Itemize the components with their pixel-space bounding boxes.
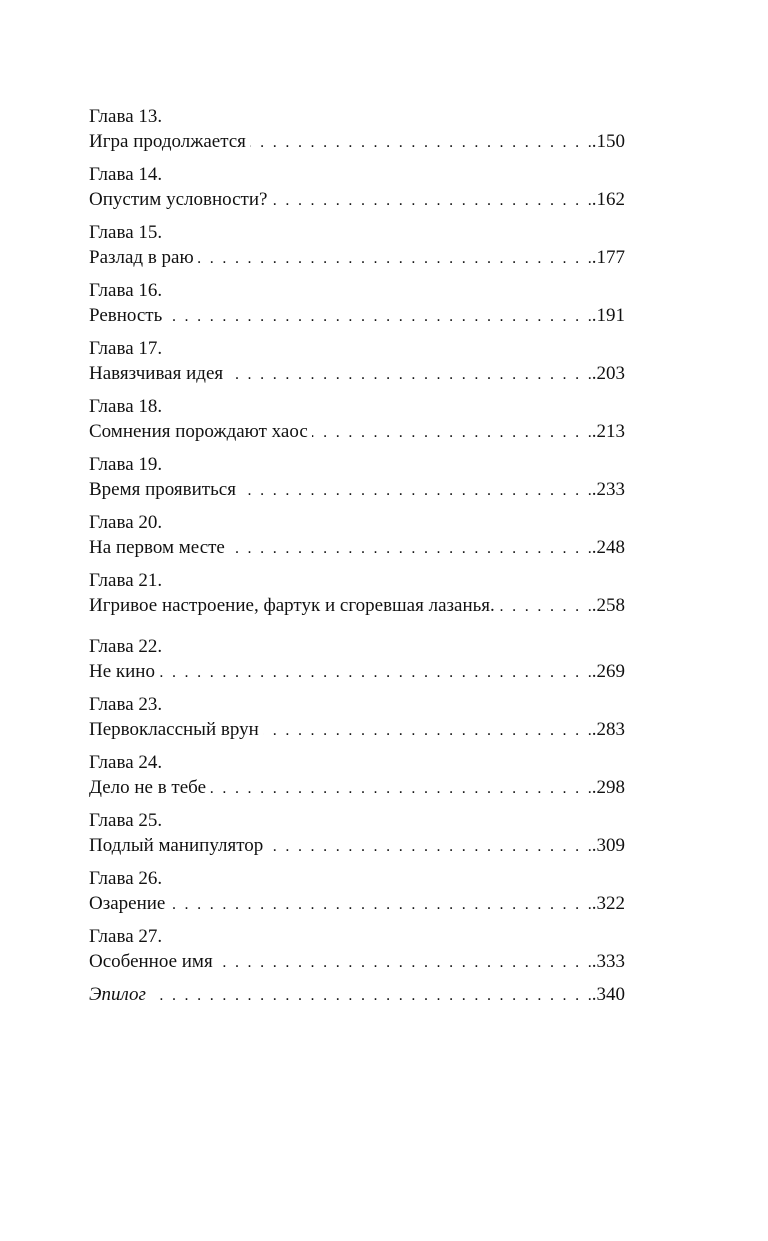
dot-leader	[210, 776, 592, 801]
chapter-label: Глава 26.	[89, 868, 163, 889]
toc-entry-chapter-27	[89, 924, 625, 974]
chapter-title-row	[89, 659, 625, 684]
chapter-title: Озарение	[89, 893, 166, 914]
chapter-label: Глава 20.	[89, 512, 163, 533]
chapter-title: Игра продолжается	[89, 131, 246, 152]
toc-entry-chapter-18	[89, 394, 625, 444]
toc-entry-chapter-17	[89, 336, 625, 386]
chapter-title: Опустим условности?	[89, 189, 268, 210]
page-number: .298	[591, 777, 625, 798]
dot-leader	[159, 660, 592, 685]
dot-leader	[227, 362, 592, 387]
toc-entry-chapter-23	[89, 692, 625, 742]
dot-leader	[267, 834, 591, 859]
chapter-title-row	[89, 593, 625, 618]
chapter-label: Глава 24.	[89, 752, 163, 773]
chapter-label: Глава 18.	[89, 396, 163, 417]
page-number: .162	[591, 189, 625, 210]
dot-leader	[169, 892, 591, 917]
toc-entry-chapter-25	[89, 808, 625, 858]
dot-leader	[150, 983, 592, 1008]
page-number: .150	[591, 131, 625, 152]
chapter-label: Глава 25.	[89, 810, 163, 831]
chapter-label: Глава 15.	[89, 222, 163, 243]
toc-entry-epilog	[89, 982, 625, 1007]
dot-leader	[198, 246, 592, 271]
chapter-label: Глава 21.	[89, 570, 163, 591]
dot-leader	[263, 718, 592, 743]
dot-leader	[217, 950, 592, 975]
chapter-title: Навязчивая идея	[89, 363, 224, 384]
page-number: .258	[591, 595, 625, 616]
chapter-title: Разлад в раю	[89, 247, 194, 268]
chapter-title: Сомнения порождают хаос	[89, 421, 308, 442]
page-number: .322	[591, 893, 625, 914]
dot-leader	[166, 304, 591, 329]
page-number: .309	[591, 835, 625, 856]
epilog-title: Эпилог	[89, 984, 146, 1005]
toc-entry-chapter-15	[89, 220, 625, 270]
toc-entry-chapter-26	[89, 866, 625, 916]
page-number: .248	[591, 537, 625, 558]
table-of-contents	[89, 104, 625, 1007]
dot-leader	[499, 594, 592, 619]
chapter-title: Первоклассный врун	[89, 719, 259, 740]
chapter-title: Дело не в тебе	[89, 777, 207, 798]
page-number: .233	[591, 479, 625, 500]
dot-leader	[271, 188, 591, 213]
chapter-label: Глава 23.	[89, 694, 163, 715]
chapter-label: Глава 14.	[89, 164, 163, 185]
page-number: .191	[591, 305, 625, 326]
page-number: .269	[591, 661, 625, 682]
epilog-title-row	[89, 982, 625, 1007]
toc-entry-chapter-14	[89, 162, 625, 212]
chapter-title-row	[89, 245, 625, 270]
chapter-title-row	[89, 717, 625, 742]
chapter-title-row	[89, 303, 625, 328]
dot-leader	[312, 420, 592, 445]
chapter-title-row	[89, 129, 625, 154]
chapter-label: Глава 22.	[89, 636, 163, 657]
chapter-title: Игривое настроение, фартук и сгоревшая лазанья.	[89, 595, 495, 616]
chapter-label: Глава 13.	[89, 106, 163, 127]
chapter-title: Особенное имя	[89, 951, 213, 972]
page-number: .340	[591, 984, 625, 1005]
chapter-title: Подлый манипулятор	[89, 835, 264, 856]
dot-leader	[240, 478, 592, 503]
chapter-title: Не кино	[89, 661, 155, 682]
chapter-label: Глава 16.	[89, 280, 163, 301]
chapter-title: На первом месте	[89, 537, 225, 558]
chapter-title-row	[89, 775, 625, 800]
chapter-title-row	[89, 187, 625, 212]
toc-entry-chapter-24	[89, 750, 625, 800]
chapter-title-row	[89, 361, 625, 386]
toc-entry-chapter-20	[89, 510, 625, 560]
chapter-title-row	[89, 949, 625, 974]
chapter-title-row	[89, 419, 625, 444]
toc-entry-chapter-19	[89, 452, 625, 502]
chapter-title: Время проявиться	[89, 479, 236, 500]
chapter-label: Глава 19.	[89, 454, 163, 475]
chapter-label: Глава 17.	[89, 338, 163, 359]
toc-entry-chapter-22	[89, 634, 625, 684]
chapter-title-row	[89, 833, 625, 858]
page-number: .213	[591, 421, 625, 442]
page-number: .177	[591, 247, 625, 268]
toc-entry-chapter-13	[89, 104, 625, 154]
page-number: .333	[591, 951, 625, 972]
dot-leader	[250, 130, 592, 155]
chapter-title-row	[89, 891, 625, 916]
chapter-title: Ревность	[89, 305, 163, 326]
page-number: .283	[591, 719, 625, 740]
chapter-title-row	[89, 477, 625, 502]
chapter-title-row	[89, 535, 625, 560]
toc-entry-chapter-16	[89, 278, 625, 328]
page-number: .203	[591, 363, 625, 384]
toc-entry-chapter-21	[89, 568, 625, 618]
dot-leader	[229, 536, 592, 561]
chapter-label: Глава 27.	[89, 926, 163, 947]
